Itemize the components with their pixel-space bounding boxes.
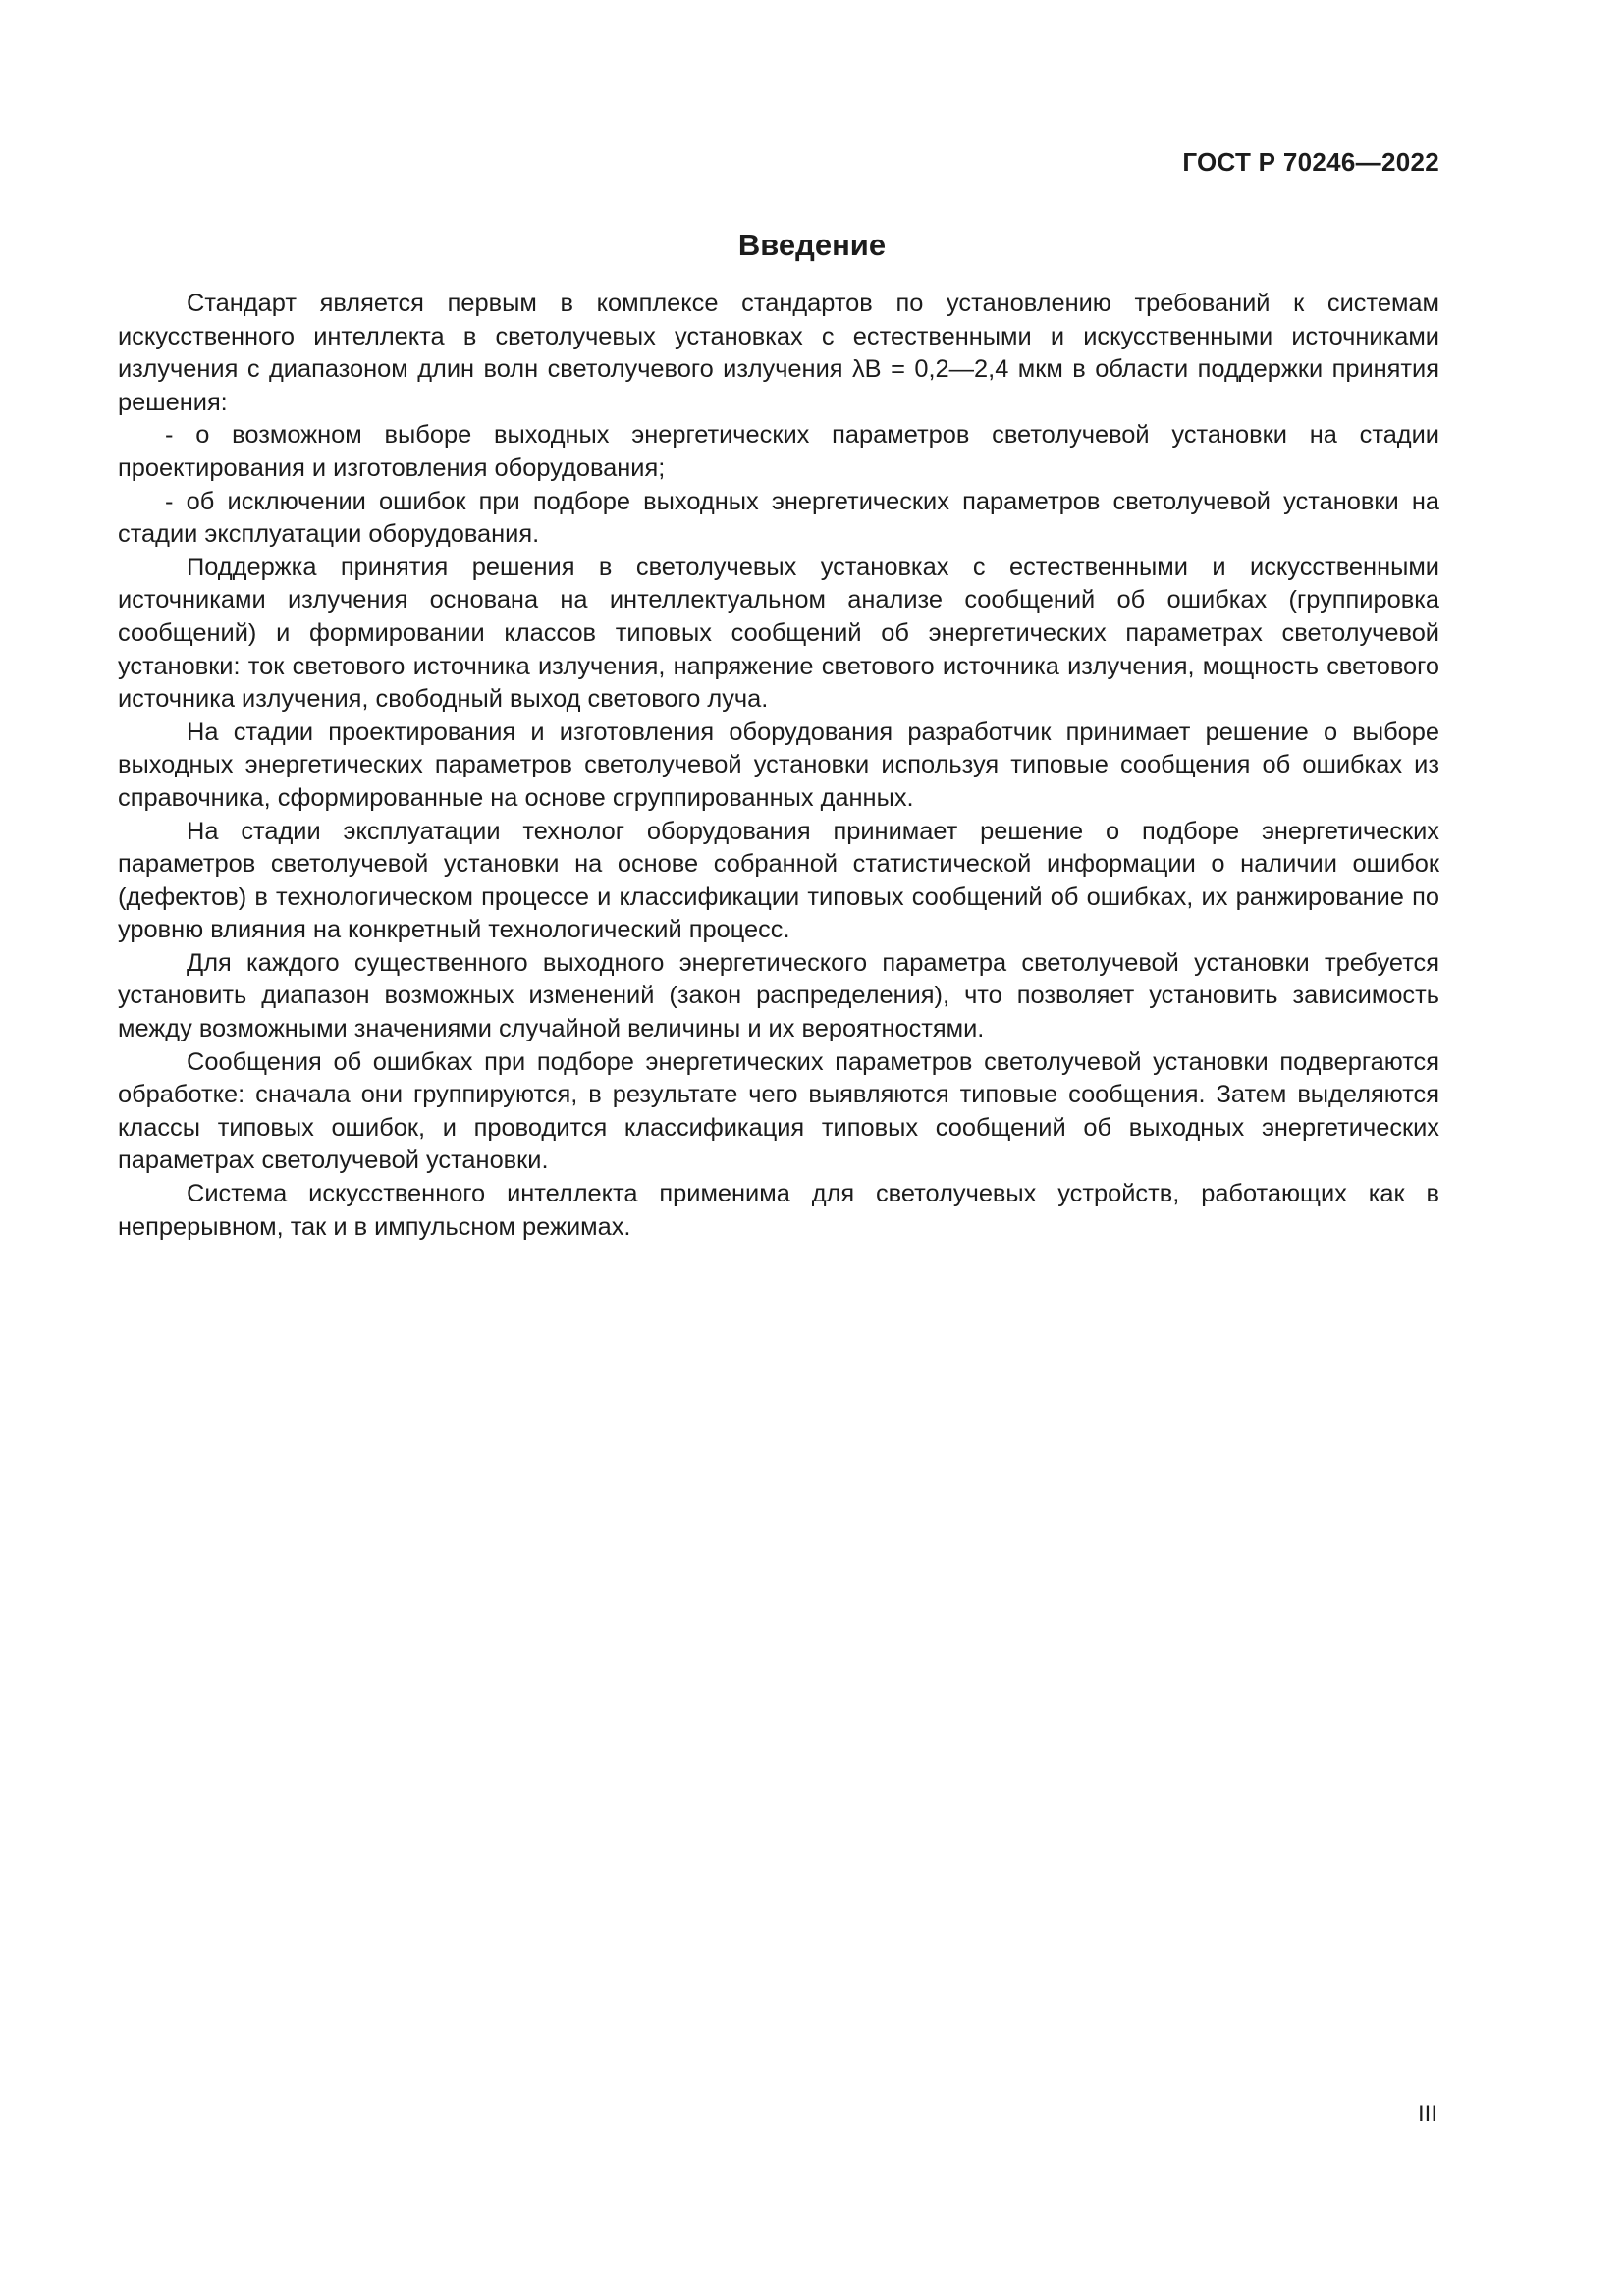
list-item: - об исключении ошибок при подборе выходных энергетических параметров светолучевой установки на стадии эксплуатации оборудования. [118,487,1439,549]
paragraph: Сообщения об ошибках при подборе энергетических параметров светолучевой установки подвергаются обработке: сначала они группируются, в результате чего выявляются типовые сообщения. Затем выделяются классы типовых ошибок, и проводится классификация типовых сообщений об выходных энергетических параметрах светолучевой установки. [118,1047,1439,1175]
section-title: Введение [737,228,887,262]
document-code: ГОСТ Р 70246—2022 [1182,147,1439,177]
paragraph: Поддержка принятия решения в светолучевых установках с естественными и искусственными источниками излучения основана на интеллектуальном анализе сообщений об ошибках (группировка сообщений) и формировании классов типовых сообщений об энергетических параметрах светолучевой установки: ток светового источника излучения, напряжение светового источника излучения, мощность светового источника излучения, свободный выход светового луча. [118,553,1439,714]
paragraph: Для каждого существенного выходного энергетического параметра светолучевой установки требуется установить диапазон возможных изменений (закон распределения), что позволяет установить зависимость между возможными значениями случайной величины и их вероятностями. [118,948,1439,1043]
paragraph: Система искусственного интеллекта применима для светолучевых устройств, работающих как в непрерывном, так и в импульсном режимах. [118,1180,1439,1241]
page-number: III [1417,2101,1437,2127]
paragraph: На стадии эксплуатации технолог оборудования принимает решение о подборе энергетических параметров светолучевой установки на основе собранной статистической информации о наличии ошибок (дефектов) в технологическом процессе и классификации типовых сообщений об ошибках, их ранжирование по уровню влияния на конкретный технологический процесс. [118,817,1439,944]
list-item: - о возможном выборе выходных энергетических параметров светолучевой установки на стадии проектирования и изготовления оборудования; [118,421,1439,482]
paragraph: На стадии проектирования и изготовления оборудования разработчик принимает решение о выборе выходных энергетических параметров светолучевой установки используя типовые сообщения об ошибках из справочника, сформированные на основе сгруппированных данных. [118,718,1439,812]
body-text [118,288,1439,1244]
paragraph: Стандарт является первым в комплексе стандартов по установлению требований к системам искусственного интеллекта в светолучевых установках с естественными и искусственными источниками излучения с диапазоном длин волн светолучевого излучения λB = 0,2—2,4 мкм в области поддержки принятия решения: [118,290,1439,416]
